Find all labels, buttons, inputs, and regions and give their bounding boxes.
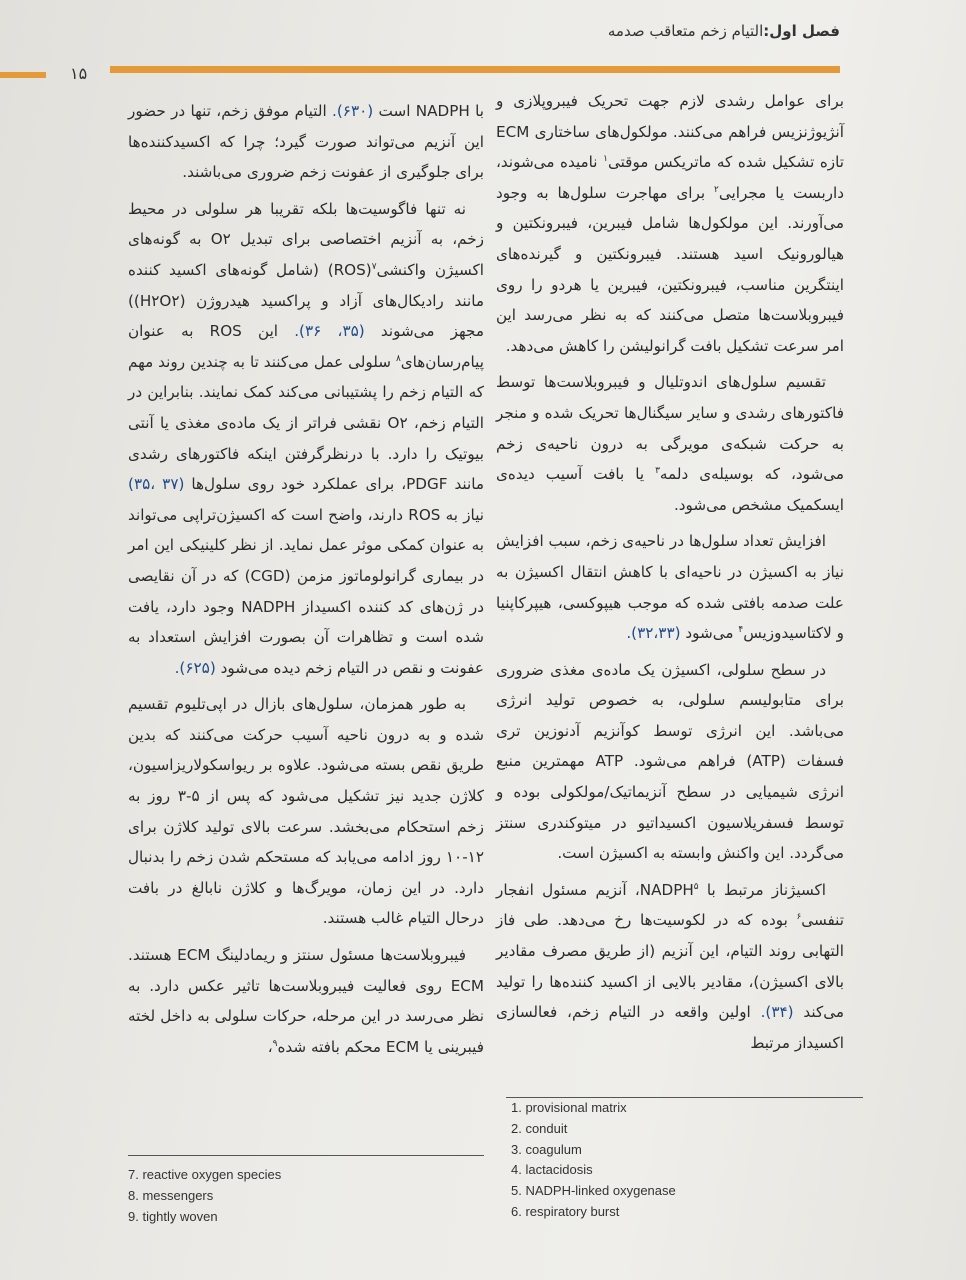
footnote-item: 2. conduit [511, 1120, 568, 1136]
left-paragraph-4: فیبروبلاست‌ها مسئول سنتز و ریمادلینگ ECM هستند. ECM روی فعالیت فیبروبلاست‌ها تاثیر عکس دارد. به نظر می‌رسد در این مرحله، حرکات سلولی به داخل لخته فیبرینی یا ECM محکم بافته شده$^۹$، [128, 946, 484, 1056]
right-paragraph-4: در سطح سلولی، اکسیژن یک ماده‌ی مغذی ضروری برای متابولیسم سلولی، به خصوص تولید انرژی می‌باشد. این انرژی توسط کوآنزیم آدنوزین تری فسفات (ATP) فراهم می‌شود. ATP مهمترین منبع انرژی شیمیایی در سطح آنزیماتیک/مولکولی بوده و توسط فسفریلاسیون اکسیداتیو در میتوکندری سنتز می‌گردد. این واکنش وابسته به اکسیژن است. [496, 660, 845, 863]
chapter-label: فصل اول: [763, 22, 840, 40]
citation: (۳۵، ۳۶). [294, 322, 365, 341]
citation: (۶۲۵). [174, 658, 216, 677]
footnote-item: 3. coagulum [511, 1141, 582, 1157]
left-paragraph-3: به طور همزمان، سلول‌های بازال در اپی‌تلیوم تقسیم شده و به درون ناحیه آسیب حرکت می‌کنند که بدین طریق نقص بسته می‌شود. علاوه بر ریواسکولاریزاسیون، کلاژن جدید نیز تشکیل می‌شود که پس از ۵-۳ روز به زخم استحکام می‌بخشد. سرعت بالای تولید کلاژن برای ۱۲-۱۰ روز ادامه می‌یابد که مستحکم شدن زخم را بدنبال دارد. در این زمان، مویرگ‌ها و کلاژن نابالغ در بافت درحال التیام غالب هستند. [128, 695, 485, 928]
footnote-item: 7. reactive oxygen species [128, 1167, 282, 1182]
footnote-item: 9. tightly woven [128, 1208, 218, 1224]
footnote-rule-left [128, 1155, 484, 1156]
chapter-title [608, 22, 840, 40]
citation: (۳۷ ،۳۵) [128, 475, 185, 494]
left-paragraph-1: با NADPH است (۶۳۰). التیام موفق زخم، تنها در حضور این آنزیم می‌تواند صورت گیرد؛ چرا که اکسیدکننده‌ها برای جلوگیری از عفونت زخم ضروری می‌باشند. [128, 102, 484, 182]
right-paragraph-3: افزایش تعداد سلول‌ها در ناحیه‌ی زخم، سبب افزایش نیاز به اکسیژن در ناحیه‌ای با کاهش انتقال اکسیژن به علت صدمه بافتی شده که موجب هیپوکسی، هیپرکاپنیا و لاکتاسیدوزیس$^۴$ می‌شود (۳۲،۳۳). [496, 532, 844, 643]
footnote-item: 6. respiratory burst [511, 1203, 620, 1219]
citation: (۳۴). [760, 1003, 794, 1022]
right-paragraph-5: اکسیژناز مرتبط با NADPH$^۵$، آنزیم مسئول انفجار تنفسی$^۶$ بوده که در لکوسیت‌ها رخ می‌دهد. طی فاز التهابی روند التیام، این آنزیم (از طریق مصرف مقادیر بالای اکسیژن)، مقادیر بالایی از اکسید کننده‌ها را تولید می‌کند (۳۴). اولین واقعه در التیام زخم، فعالسازی اکسیداز مرتبط [496, 880, 844, 1052]
left-column [128, 96, 484, 1068]
footnote-item: 1. provisional matrix [511, 1100, 627, 1115]
footnotes-left [128, 1165, 468, 1227]
footnotes-right [511, 1098, 851, 1223]
chapter-subtitle: التیام زخم متعاقب صدمه [607, 22, 764, 40]
left-paragraph-2: نه تنها فاگوسیت‌ها بلکه تقریبا هر سلولی در محیط زخم، به آنزیم اختصاصی برای تبدیل O۲ به گونه‌های اکسیژن واکنشی$^۷$(ROS) (شامل گونه‌های اکسید کننده مانند رادیکال‌های آزاد و پراکسید هیدروژن (H۲O۲)) مجهز می‌شوند (۳۵، ۳۶). این ROS به عنوان پیام‌رسان‌های$^۸$ سلولی عمل می‌کنند تا به چندین روند مهم که التیام زخم را پشتیبانی می‌کند کمک نمایند. بنابراین در التیام زخم، O۲ نقشی فراتر از یک ماده‌ی مغذی یا آنتی بیوتیک را دارد. با درنظرگرفتن اینکه فاکتورهای رشدی مانند PDGF، برای عملکرد خود روی سلول‌ها (۳۷ ،۳۵) نیاز به ROS دارند، واضح است که اکسیژن‌تراپی می‌تواند به عنوان کمکی موثر عمل نماید. از نظر کلینیکی این امر در بیماری گرانولوماتوز مزمن (CGD) که در آن نقایصی در ژن‌های کد کننده اکسیداز NADPH وجود دارد، یافت شده است و تظاهرات آن بصورت افزایش استعداد به عفونت و نقص در التیام زخم دیده می‌شود (۶۲۵). [128, 199, 485, 677]
citation: (۳۲،۳۳). [626, 624, 681, 643]
footnote-item: 4. lactacidosis [511, 1162, 593, 1178]
header-rule [110, 66, 840, 73]
page-number-rule [0, 72, 46, 78]
right-paragraph-2: تقسیم سلول‌های اندوتلیال و فیبروبلاست‌ها توسط فاکتورهای رشدی و سایر سیگنال‌ها تحریک شده و منجر به حرکت شبکه‌ی مویرگی به درون ناحیه‌ی زخم می‌شود، که بوسیله‌ی دلمه$^۳$ یا بافت آسیب دیده‌ی ایسکمیک مشخص می‌شود. [496, 373, 845, 514]
footnote-item: 5. NADPH-linked oxygenase [511, 1183, 676, 1199]
page-number: ۱۵ [70, 64, 88, 83]
right-paragraph-1: برای عوامل رشدی لازم جهت تحریک فیبروپلازی و آنژیوژنزیس فراهم می‌کنند. مولکول‌های ساختاری ECM تازه تشکیل شده که ماتریکس موقتی$^۱$ نامیده می‌شوند، داربست یا مجرایی$^۲$ برای مهاجرت سلول‌ها به وجود می‌آورند. این مولکول‌ها شامل فیبرین، فیبرونکتین و هیالورونیک اسید هستند. فیبرونکتین و گیرنده‌های اینتگرین مناسب، فیبرونکتین، فیبرین یا هردو را روی فیبروبلاست‌ها متصل می‌کنند که به نظر می‌رسد این امر سرعت تشکیل بافت گرانولیشن را کاهش می‌دهد. [496, 92, 844, 355]
citation: (۶۳۰). [332, 102, 374, 120]
footnote-item: 8. messengers [128, 1187, 214, 1203]
right-column [496, 86, 844, 1064]
